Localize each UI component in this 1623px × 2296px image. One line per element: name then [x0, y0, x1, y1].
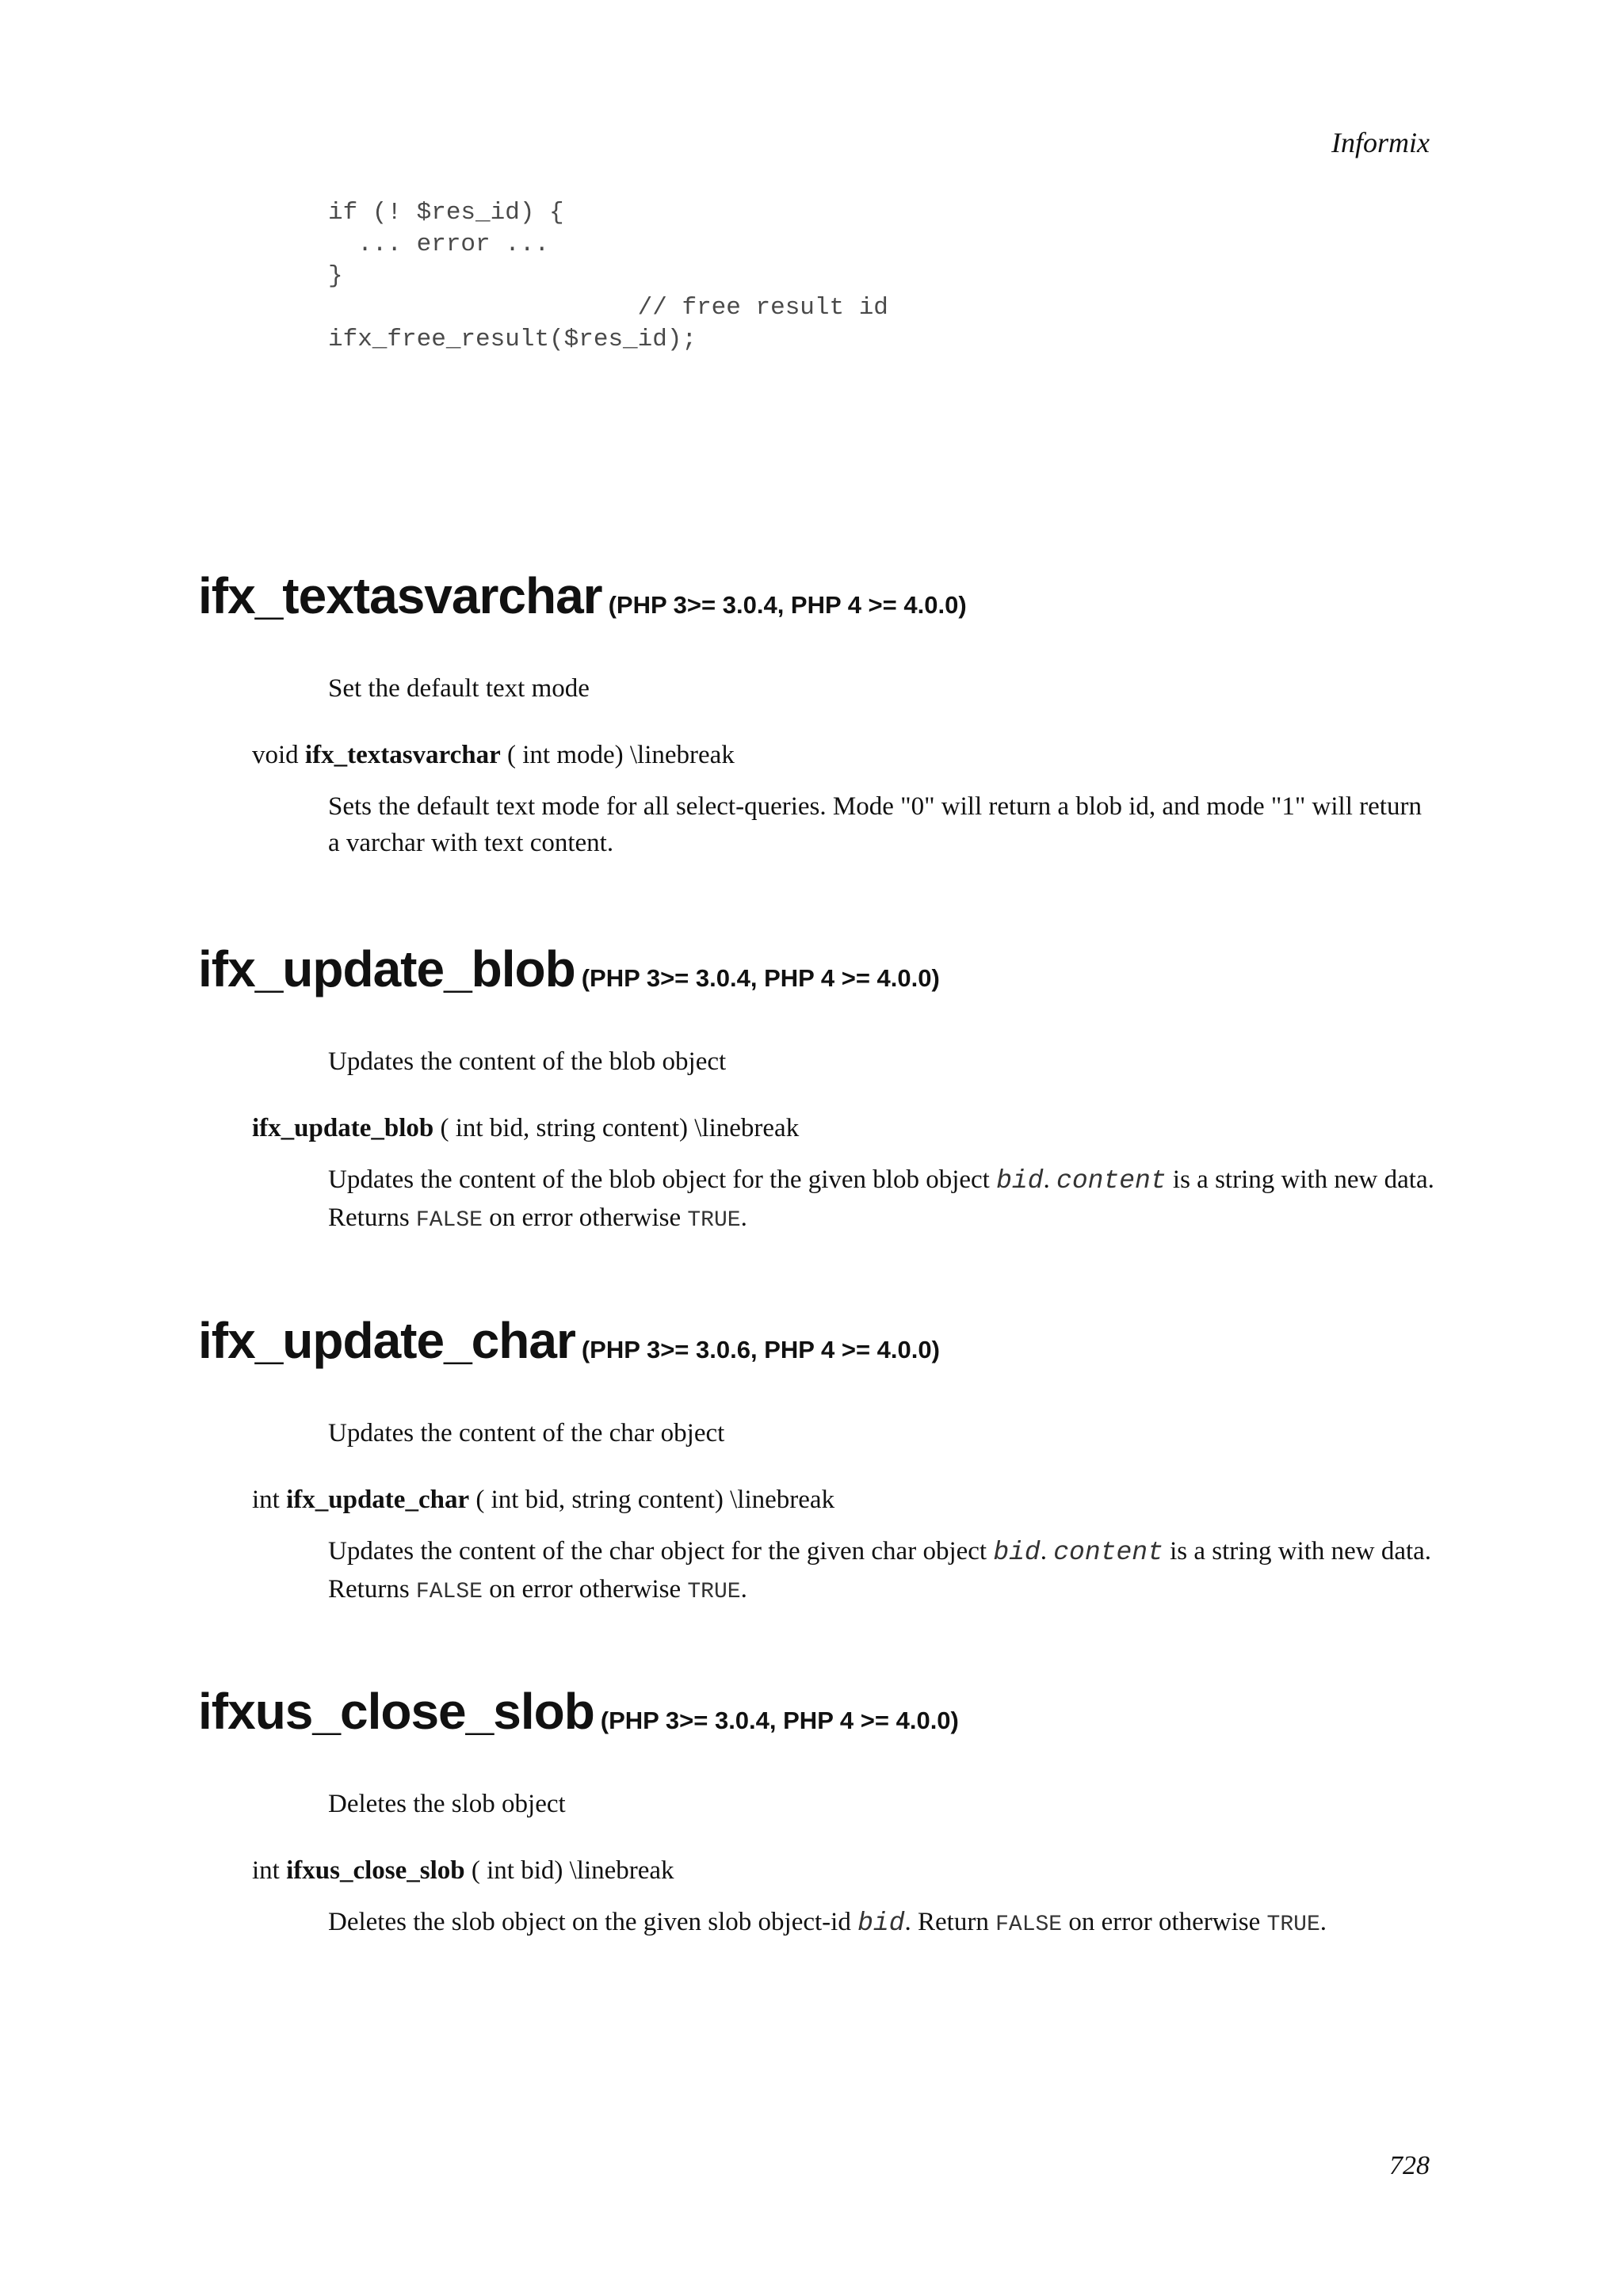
parameter-name: bid: [996, 1166, 1044, 1196]
description-text: Deletes the slob object on the given slob object-id: [328, 1908, 858, 1936]
version-info: (PHP 3>= 3.0.4, PHP 4 >= 4.0.0): [608, 591, 967, 619]
return-type: int: [252, 1486, 280, 1514]
parameter-name: content: [1056, 1166, 1167, 1196]
page-number: 728: [1389, 2151, 1430, 2180]
description-text: .: [1043, 1165, 1057, 1194]
function-synopsis: [252, 1482, 1434, 1517]
synopsis-function-name: ifx_textasvarchar: [304, 741, 501, 769]
purpose-line: Deletes the slob object: [328, 1790, 566, 1818]
return-type: void: [252, 741, 299, 769]
description: [328, 1904, 1436, 1943]
purpose-line: Updates the content of the blob object: [328, 1047, 727, 1076]
function-name: ifxus_close_slob: [198, 1683, 594, 1740]
synopsis-params: ( int bid) \linebreak: [471, 1856, 674, 1885]
description-text: Sets the default text mode for all select-queries. Mode "0" will return a blob id, and mode "1" will return a varchar with text content.: [328, 792, 1422, 857]
description-text: is a string with new data. Returns: [328, 1537, 1432, 1604]
synopsis-params: ( int bid, string content) \linebreak: [475, 1486, 835, 1514]
description-text: .: [740, 1575, 747, 1604]
entry-ifx-update-char: [198, 1312, 1434, 1611]
code-snippet: if (! $res_id) { ... error ... } // free result id ifx_free_result($res_id);: [328, 199, 888, 353]
entry-ifxus-close-slob: [198, 1683, 1434, 1943]
purpose-line: Updates the content of the char object: [328, 1419, 725, 1447]
description-text: on error otherwise: [1062, 1908, 1267, 1936]
entry-title: [198, 1683, 1434, 1752]
entry-title: [198, 1312, 1434, 1381]
constant-false: FALSE: [415, 1208, 483, 1233]
constant-false: FALSE: [415, 1580, 483, 1604]
parameter-name: content: [1053, 1538, 1163, 1567]
description: [328, 1161, 1436, 1239]
description: [328, 788, 1436, 861]
purpose-line: Set the default text mode: [328, 674, 590, 703]
description-text: .: [1319, 1908, 1327, 1936]
synopsis-function-name: ifx_update_char: [286, 1486, 470, 1514]
function-name: ifx_update_char: [198, 1312, 575, 1369]
description-text: .: [1040, 1537, 1054, 1566]
parameter-name: bid: [993, 1538, 1041, 1567]
function-synopsis: [252, 1853, 1434, 1888]
constant-true: TRUE: [1266, 1913, 1320, 1937]
synopsis-function-name: ifxus_close_slob: [286, 1856, 465, 1885]
description-text: .: [740, 1203, 747, 1232]
description-text: . Return: [904, 1908, 996, 1936]
description: [328, 1533, 1436, 1611]
constant-true: TRUE: [687, 1580, 741, 1604]
entry-title: [198, 567, 1434, 636]
parameter-name: bid: [857, 1909, 905, 1938]
description-text: Updates the content of the char object for the given char object: [328, 1537, 994, 1566]
synopsis-function-name: ifx_update_blob: [252, 1114, 434, 1142]
constant-true: TRUE: [687, 1208, 741, 1233]
function-name: ifx_update_blob: [198, 940, 575, 997]
version-info: (PHP 3>= 3.0.4, PHP 4 >= 4.0.0): [600, 1707, 959, 1734]
entry-ifx-textasvarchar: [198, 567, 1434, 861]
description-text: on error otherwise: [482, 1203, 688, 1232]
synopsis-params: ( int mode) \linebreak: [507, 741, 735, 769]
version-info: (PHP 3>= 3.0.4, PHP 4 >= 4.0.0): [581, 964, 940, 992]
function-synopsis: [252, 738, 1434, 772]
function-name: ifx_textasvarchar: [198, 567, 602, 624]
synopsis-params: ( int bid, string content) \linebreak: [440, 1114, 800, 1142]
description-text: Updates the content of the blob object for the given blob object: [328, 1165, 997, 1194]
entry-ifx-update-blob: [198, 940, 1434, 1239]
description-text: on error otherwise: [482, 1575, 688, 1604]
constant-false: FALSE: [995, 1913, 1063, 1937]
running-header: Informix: [1331, 127, 1430, 158]
function-synopsis: [252, 1111, 1434, 1146]
return-type: int: [252, 1856, 280, 1885]
entry-title: [198, 940, 1434, 1009]
description-text: is a string with new data. Returns: [328, 1165, 1434, 1232]
version-info: (PHP 3>= 3.0.6, PHP 4 >= 4.0.0): [581, 1336, 940, 1363]
